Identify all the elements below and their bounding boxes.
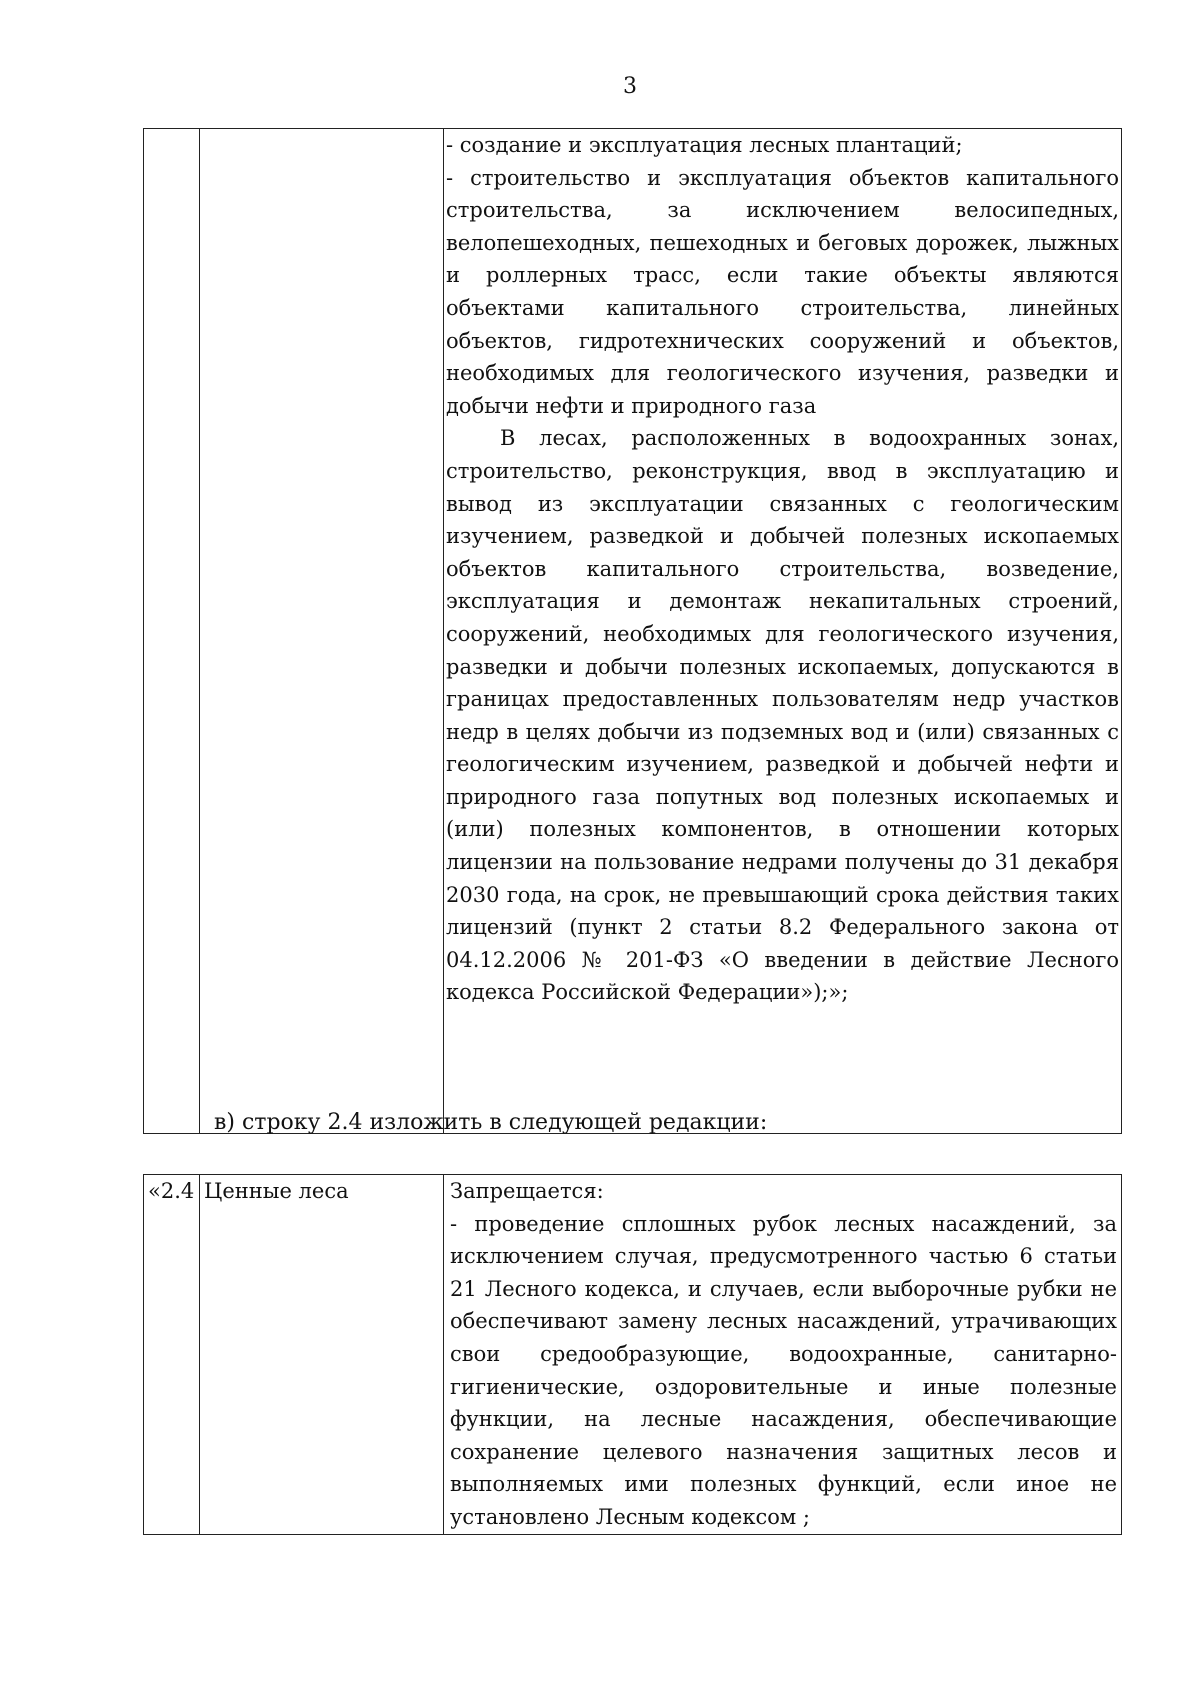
category-cell: [200, 129, 444, 1134]
restriction-item: - создание и эксплуатация лесных плантаций;: [446, 133, 963, 157]
restriction-paragraph: В лесах, расположенных в водоохранных зонах, строительство, реконструкция, ввод в эксплуатацию и вывод из эксплуатации связанных с геологическим изучением, разведкой и добычей полезных ископаемых объектов капитального строительства, возведение, эксплуатация и демонтаж некапитальных строений, сооружений, необходимых для геологического изучения, разведки и добычи полезных ископаемых, допускаются в границах предоставленных пользователям недр участков недр в целях добычи из подземных вод и (или) связанных с геологическим изучением, разведкой и добычей нефти и природного газа попутных вод полезных ископаемых и (или) полезных компонентов, в отношении которых лицензии на пользование недрами получены до 31 декабря 2030 года, на срок, не превышающий срока действия таких лицензий (пункт 2 статьи 8.2 Федерального закона от 04.12.2006 № 201-ФЗ «О введении в действие Лесного кодекса Российской Федерации»);»;: [446, 426, 1119, 1005]
table-row-2-4: [143, 1174, 1122, 1535]
row-number-cell: [144, 129, 200, 1134]
row-number-cell: «2.4: [144, 1175, 200, 1535]
restriction-item: - проведение сплошных рубок лесных насаждений, за исключением случая, предусмотренного частью 6 статьи 21 Лесного кодекса, и случаев, если выборочные рубки не обеспечивают замену лесных насаждений, утрачивающих свои средообразующие, водоохранные, санитарно-гигиенические, оздоровительные и иные полезные функции, на лесные насаждения, обеспечивающие сохранение целевого назначения защитных лесов и выполняемых ими полезных функций, если иное не установлено Лесным кодексом ;: [450, 1211, 1117, 1529]
restrictions-cell: [444, 129, 1122, 1134]
restrictions-heading: Запрещается:: [450, 1179, 604, 1203]
amendment-instruction: в) строку 2.4 изложить в следующей редакции:: [214, 1110, 768, 1135]
category-cell: Ценные леса: [200, 1175, 444, 1535]
restrictions-cell: [444, 1175, 1122, 1535]
page-number: 3: [623, 74, 637, 99]
table-continued-row: [143, 128, 1122, 1134]
restriction-item: - строительство и эксплуатация объектов капитального строительства, за исключением велосипедных, велопешеходных, пешеходных и беговых дорожек, лыжных и роллерных трасс, если такие объекты являются объектами капитального строительства, линейных объектов, гидротехнических сооружений и объектов, необходимых для геологического изучения, разведки и добычи нефти и природного газа: [446, 165, 1119, 418]
table-row: [144, 1175, 1122, 1535]
table-row: [144, 129, 1122, 1134]
